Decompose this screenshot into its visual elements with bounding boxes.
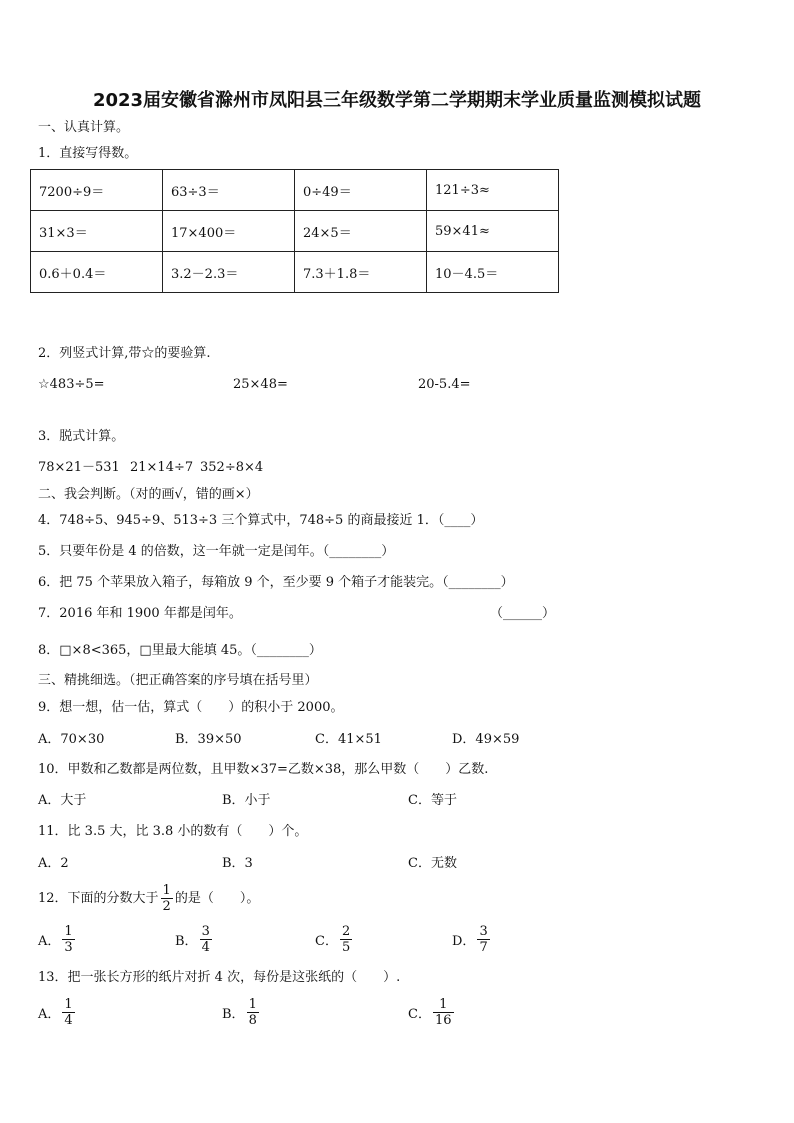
option-label: A． <box>38 934 61 949</box>
q12-option-b <box>175 924 214 955</box>
fraction-numerator: 1 <box>248 997 257 1012</box>
fraction-numerator: 1 <box>162 883 171 898</box>
q8-text: 8．□×8<365，□里最大能填 45。（________） <box>38 643 322 658</box>
fraction-denominator: 16 <box>434 1013 452 1028</box>
fraction-numerator: 2 <box>341 924 351 939</box>
q13-option-c <box>408 997 456 1028</box>
q6-text: 6．把 75 个苹果放入箱子，每箱放 9 个，至少要 9 个箱子才能装完。（________） <box>38 575 514 590</box>
q13-text: 13．把一张长方形的纸片对折 4 次，每份是这张纸的（ ）. <box>38 970 401 985</box>
q9-option-b: B．39×50 <box>175 732 242 747</box>
table-row <box>31 252 559 293</box>
option-label: D． <box>452 934 476 949</box>
table-cell: 3.2－2.3＝ <box>163 252 295 293</box>
table-cell: 7200÷9＝ <box>31 170 163 211</box>
option-label: B． <box>175 934 198 949</box>
q12-option-c <box>315 924 354 955</box>
q10-option-b: B．小于 <box>222 793 271 808</box>
q2-item: 25×48= <box>233 377 288 392</box>
fraction-numerator: 3 <box>201 924 210 939</box>
fraction-numerator: 1 <box>64 924 73 939</box>
q9-option-c: C．41×51 <box>315 732 382 747</box>
q1-text: 1．直接写得数。 <box>38 146 138 161</box>
q7-text: 7．2016 年和 1900 年都是闰年。 <box>38 606 242 621</box>
q2-item: ☆483÷5= <box>38 377 105 392</box>
q11-option-b: B．3 <box>222 856 253 871</box>
q9-option-d: D．49×59 <box>452 732 520 747</box>
q3-item: 78×21－531 <box>38 460 120 475</box>
fraction-denominator: 8 <box>248 1013 257 1028</box>
option-label: C． <box>408 1007 431 1022</box>
q12-option-a <box>38 924 77 955</box>
q9-text: 9．想一想，估一估，算式（ ）的积小于 2000。 <box>38 700 344 715</box>
q10-option-c: C．等于 <box>408 793 457 808</box>
q12-option-d <box>452 924 492 955</box>
fraction-numerator: 1 <box>439 997 448 1012</box>
option-fraction <box>62 924 74 955</box>
calc-table <box>30 169 559 293</box>
section3-heading: 三、精挑细选。（把正确答案的序号填在括号里） <box>38 673 318 688</box>
q7-answer-blank: （______） <box>490 606 556 621</box>
fraction-denominator: 3 <box>64 940 73 955</box>
option-label: C． <box>315 934 338 949</box>
option-fraction <box>200 924 212 955</box>
q13-option-b <box>222 997 261 1028</box>
q13-option-a <box>38 997 77 1028</box>
q3-item: 352÷8×4 <box>200 460 264 475</box>
table-cell: 63÷3＝ <box>163 170 295 211</box>
q11-text: 11．比 3.5 大，比 3.8 小的数有（ ）个。 <box>38 824 308 839</box>
table-cell: 59×41≈ <box>427 211 559 252</box>
fraction-numerator: 1 <box>64 997 73 1012</box>
table-cell: 121÷3≈ <box>427 170 559 211</box>
fraction-denominator: 4 <box>64 1013 73 1028</box>
section2-heading: 二、我会判断。（对的画√，错的画×） <box>38 487 259 502</box>
table-cell: 31×3＝ <box>31 211 163 252</box>
table-cell: 17×400＝ <box>163 211 295 252</box>
q12-fraction <box>161 883 173 914</box>
table-row <box>31 211 559 252</box>
fraction-denominator: 2 <box>162 899 171 914</box>
q5-text: 5．只要年份是 4 的倍数，这一年就一定是闰年。（________） <box>38 544 395 559</box>
q10-option-a: A．大于 <box>38 793 87 808</box>
option-fraction <box>247 997 259 1028</box>
option-fraction <box>340 924 352 955</box>
q11-option-c: C．无数 <box>408 856 457 871</box>
fraction-denominator: 4 <box>201 940 210 955</box>
section1-heading: 一、认真计算。 <box>38 120 130 135</box>
table-cell: 0.6＋0.4＝ <box>31 252 163 293</box>
q12-text-post: 的是（ ）。 <box>174 890 260 906</box>
option-fraction <box>477 924 489 955</box>
table-cell: 10－4.5＝ <box>427 252 559 293</box>
q11-option-a: A．2 <box>38 856 69 871</box>
table-cell: 24×5＝ <box>295 211 427 252</box>
option-fraction <box>433 997 454 1028</box>
fraction-denominator: 5 <box>341 940 351 955</box>
option-label: B． <box>222 1007 245 1022</box>
q10-text: 10．甲数和乙数都是两位数，且甲数×37=乙数×38，那么甲数（ ）乙数. <box>38 762 489 777</box>
q3-item: 21×14÷7 <box>130 460 194 475</box>
q4-text: 4．748÷5、945÷9、513÷3 三个算式中，748÷5 的商最接近 1．（____） <box>38 513 484 528</box>
table-cell: 7.3＋1.8＝ <box>295 252 427 293</box>
q3-text: 3．脱式计算。 <box>38 429 125 444</box>
table-cell: 0÷49＝ <box>295 170 427 211</box>
fraction-numerator: 3 <box>479 924 488 939</box>
option-fraction <box>62 997 74 1028</box>
q12-text-pre: 12．下面的分数大于 <box>38 890 159 906</box>
q12-text <box>38 883 259 914</box>
table-row <box>31 170 559 211</box>
fraction-denominator: 7 <box>479 940 488 955</box>
q2-item: 20-5.4= <box>418 377 471 392</box>
option-label: A． <box>38 1007 61 1022</box>
page-title: 2023届安徽省滁州市凤阳县三年级数学第二学期期末学业质量监测模拟试题 <box>92 90 702 111</box>
q9-option-a: A．70×30 <box>38 732 105 747</box>
q2-text: 2．列竖式计算,带☆的要验算. <box>38 346 211 361</box>
